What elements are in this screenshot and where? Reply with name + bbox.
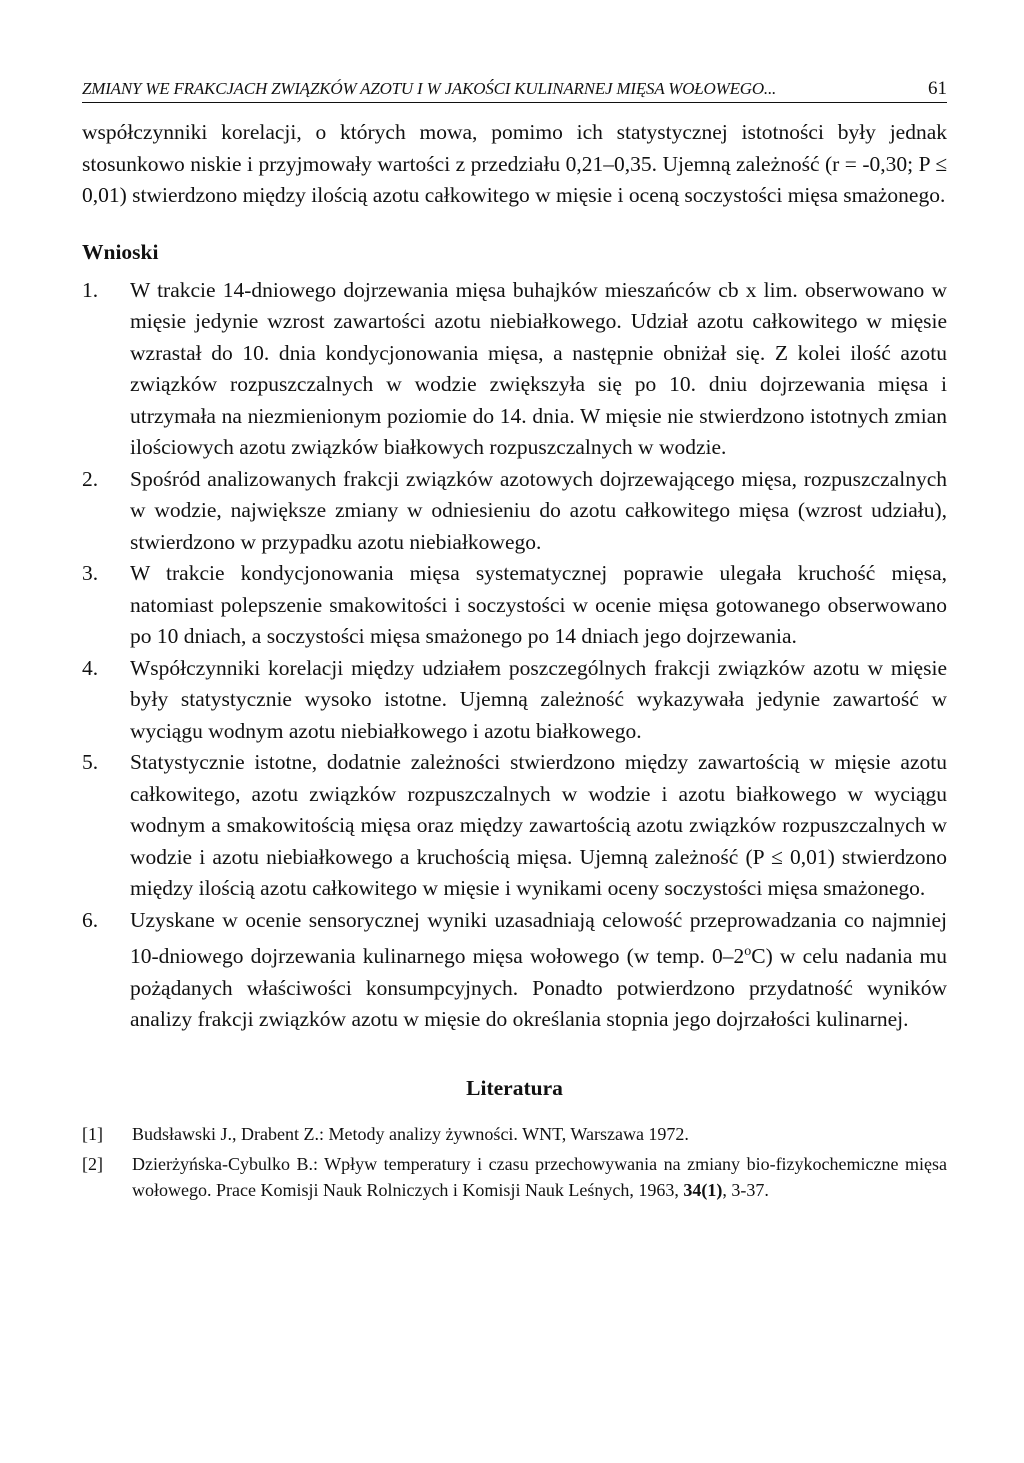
reference-text — [132, 1151, 947, 1203]
conclusion-number: 6. — [82, 907, 99, 932]
intro-paragraph: współczynniki korelacji, o których mowa, pomimo ich statystycznej istotności były jednak stosunkowo niskie i przyjmowały wartości z przedziału 0,21–0,35. Ujemną zależność (r = -0,30; P ≤ 0,01) stwierdzono między ilością azotu całkowitego w mięsie i oceną soczystości mięsa smażonego. — [82, 120, 947, 207]
page-number: 61 — [928, 78, 947, 99]
reference-text-part: Dzierżyńska-Cybulko B.: Wpływ temperatury i czasu przechowywania na zmiany bio-fizykochemiczne mięsa wołowego. Prace Komisji Nauk Rolniczych i Komisji Nauk Leśnych, 1963, — [132, 1153, 947, 1200]
conclusion-number: 2. — [82, 466, 99, 491]
conclusion-item — [82, 905, 947, 1036]
reference-text: Budsławski J., Drabent Z.: Metody analizy żywności. WNT, Warszawa 1972. — [132, 1123, 689, 1144]
conclusion-number: 1. — [82, 277, 99, 302]
degree-superscript: o — [744, 944, 752, 959]
conclusion-text-part: C) w celu nadania mu pożądanych właściwości konsumpcyjnych. Ponadto potwierdzono przydatność wyników analizy frakcji związków azotu w mięsie do określania stopnia jego dojrzałości kulinarnej. — [130, 944, 948, 1032]
conclusion-text: Spośród analizowanych frakcji związków azotowych dojrzewającego mięsa, rozpuszczalnych w wodzie, największe zmiany w odniesieniu do azotu całkowitego mięsa (wzrost udziału), stwierdzono w przypadku azotu niebiałkowego. — [130, 466, 947, 554]
conclusion-item — [82, 747, 947, 905]
conclusion-text: W trakcie 14-dniowego dojrzewania mięsa buhajków mieszańców cb x lim. obserwowano w mięsie jedynie wzrost zawartości azotu niebiałkowego. Udział azotu całkowitego w mięsie wzrastał do 10. dnia kondycjonowania mięsa, a następnie obniżał się. Z kolei ilość azotu związków rozpuszczalnych w wodzie zwiększyła się po 10. dniu dojrzewania mięsa i utrzymała na niezmienionym poziomie do 14. dnia. W mięsie nie stwierdzono istotnych zmian ilościowych azotu związków białkowych rozpuszczalnych w wodzie. — [130, 277, 947, 459]
reference-item — [82, 1121, 947, 1147]
conclusion-text-part: Uzyskane w ocenie sensorycznej wyniki uzasadniają celowość przeprowadzania co najmniej 10-dniowego dojrzewania kulinarnego mięsa wołowego (w temp. 0–2 — [130, 907, 947, 969]
conclusion-number: 4. — [82, 655, 99, 680]
conclusion-text: Statystycznie istotne, dodatnie zależności stwierdzono między zawartością w mięsie azotu całkowitego, azotu związków rozpuszczalnych w wodzie i azotu białkowego w wyciągu wodnym a smakowitością mięsa oraz między zawartością azotu związków rozpuszczalnych w wodzie i azotu niebiałkowego a kruchością mięsa. Ujemną zależność (P ≤ 0,01) stwierdzono między ilością azotu całkowitego w mięsie i wynikami oceny soczystości mięsa smażonego. — [130, 750, 947, 900]
reference-number: [1] — [82, 1123, 103, 1144]
conclusion-text: W trakcie kondycjonowania mięsa systematycznej poprawie ulegała kruchość mięsa, natomiast polepszenie smakowitości i soczystości w ocenie mięsa gotowanego obserwowano po 10 dniach, a soczystości mięsa smażonego po 14 dniach jego dojrzewania. — [130, 561, 947, 648]
conclusion-item — [82, 653, 947, 748]
conclusion-number: 5. — [82, 750, 99, 774]
reference-number: [2] — [82, 1153, 103, 1174]
conclusion-number: 3. — [82, 561, 99, 585]
literature-heading: Literatura — [466, 1075, 563, 1100]
running-title: ZMIANY WE FRAKCJACH ZWIĄZKÓW AZOTU I W JAKOŚCI KULINARNEJ MIĘSA WOŁOWEGO... — [82, 79, 777, 98]
reference-volume: 34(1) — [683, 1179, 723, 1200]
reference-item — [82, 1151, 947, 1203]
conclusion-item — [82, 464, 947, 559]
conclusion-text: Współczynniki korelacji między udziałem poszczególnych frakcji związków azotu w mięsie były statystycznie wysoko istotne. Ujemną zależność wykazywała jedynie zawartość w wyciągu wodnym azotu niebiałkowego i azotu białkowego. — [130, 655, 947, 743]
conclusion-text — [130, 905, 947, 1036]
conclusions-list — [82, 275, 947, 1036]
page — [82, 78, 947, 1207]
conclusions-heading: Wnioski — [82, 239, 159, 264]
running-header — [82, 78, 947, 103]
conclusion-item — [82, 558, 947, 653]
conclusion-item — [82, 275, 947, 464]
references-list — [82, 1121, 947, 1203]
reference-text-part: , 3-37. — [722, 1179, 769, 1200]
